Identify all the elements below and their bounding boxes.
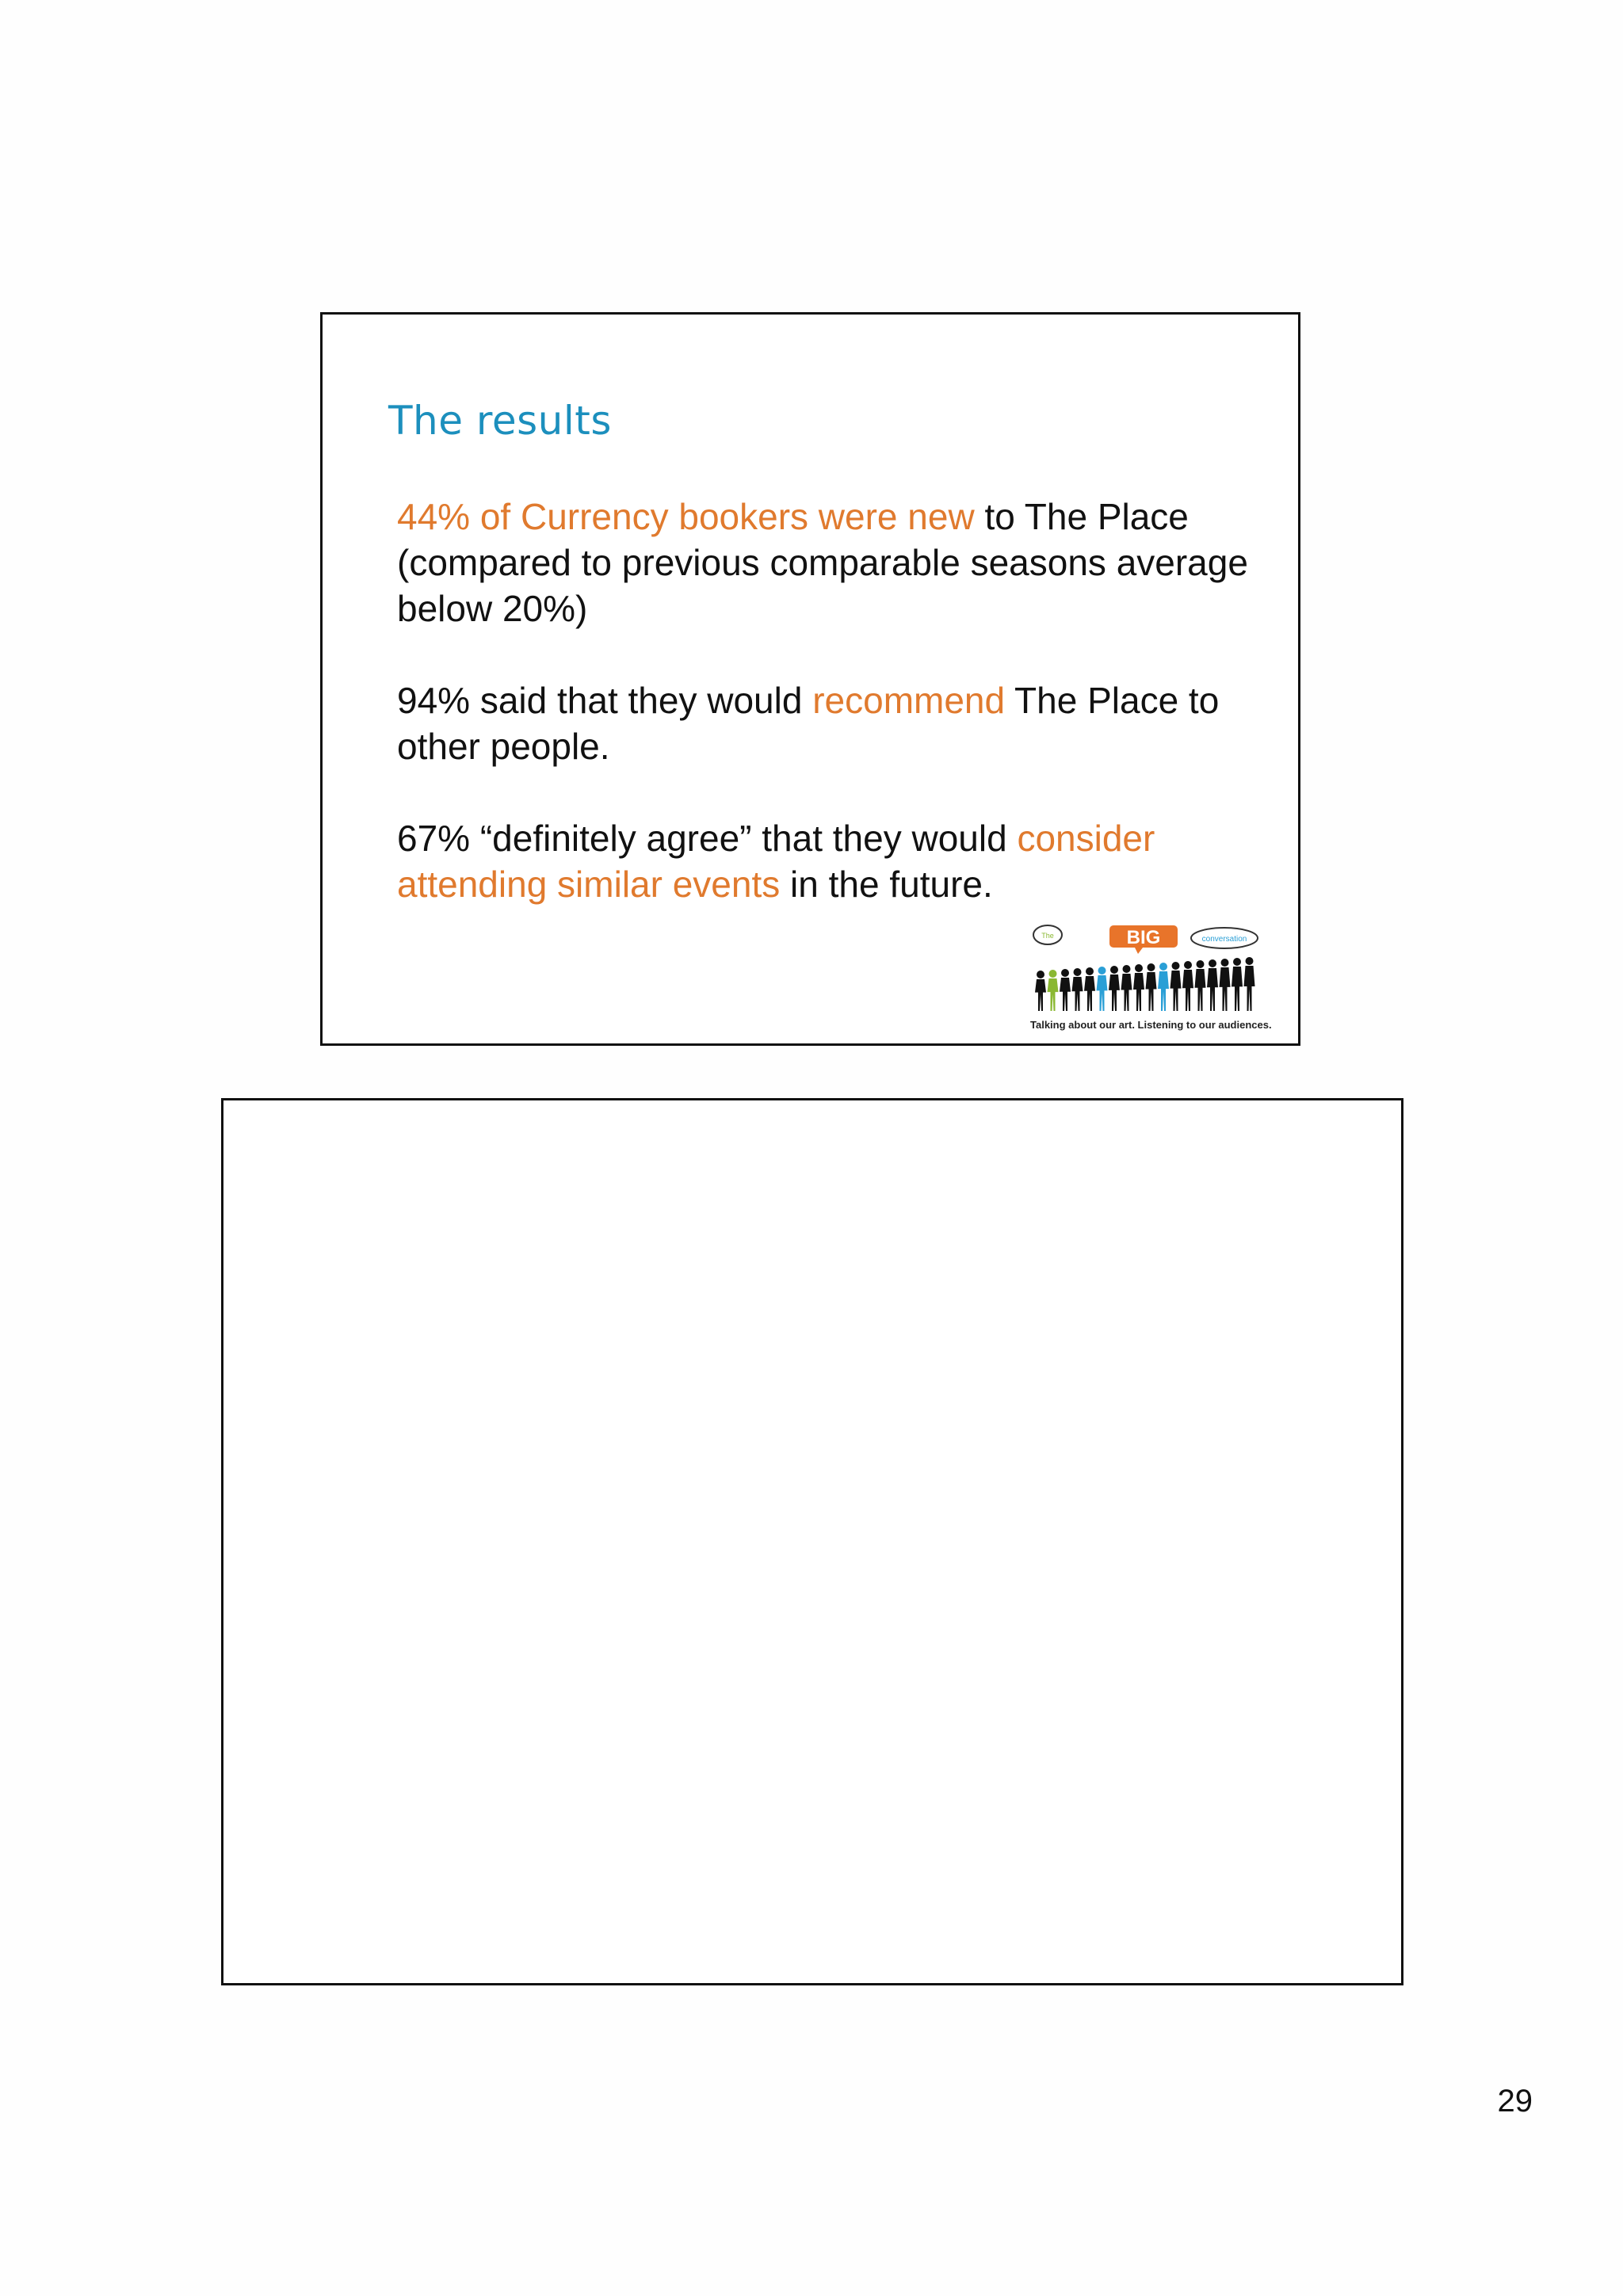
person-head	[1159, 963, 1167, 971]
logo-caption: Talking about our art. Listening to our audiences.	[1030, 1019, 1272, 1031]
slide-frame	[320, 312, 1300, 1046]
person-head	[1037, 971, 1044, 978]
notes-area	[221, 1098, 1403, 1985]
person-head	[1184, 961, 1192, 969]
bubble-left-text: The	[1041, 932, 1054, 940]
big-conversation-logo	[1030, 922, 1272, 1036]
person-head	[1098, 967, 1106, 974]
person-head	[1074, 968, 1082, 976]
person-body	[1207, 968, 1218, 1011]
bubble-right-text: conversation	[1201, 935, 1247, 944]
crowd-silhouettes-icon	[1035, 957, 1255, 1011]
person-head	[1049, 970, 1057, 978]
person-body	[1060, 978, 1071, 1011]
person-body	[1084, 976, 1095, 1011]
person-body	[1133, 973, 1144, 1011]
text-segment: 94% said that they would	[397, 680, 813, 721]
person-head	[1197, 960, 1205, 968]
person-head	[1086, 967, 1094, 975]
text-segment: The Place to other people.	[397, 680, 1220, 767]
paragraph	[397, 494, 1253, 631]
text-segment: 44% of Currency bookers were new	[397, 496, 975, 537]
person-body	[1182, 970, 1193, 1011]
person-body	[1097, 975, 1108, 1011]
person-head	[1172, 962, 1180, 970]
person-body	[1220, 967, 1231, 1011]
person-head	[1110, 966, 1118, 974]
person-head	[1246, 957, 1254, 965]
big-label-text: BIG	[1126, 927, 1161, 948]
person-body	[1195, 969, 1206, 1011]
person-head	[1221, 959, 1229, 967]
page-number: 29	[1497, 2084, 1533, 2119]
person-head	[1209, 959, 1216, 967]
person-body	[1170, 971, 1182, 1011]
person-body	[1232, 967, 1243, 1011]
person-body	[1158, 971, 1169, 1011]
text-segment: 67% “definitely agree” that they would	[397, 818, 1018, 859]
person-head	[1233, 958, 1241, 966]
slide-title: The results	[388, 398, 612, 444]
logo-graphic	[1030, 922, 1260, 1019]
person-body	[1146, 972, 1157, 1011]
text-segment: recommend	[812, 680, 1006, 721]
person-head	[1123, 965, 1131, 973]
person-body	[1121, 974, 1132, 1011]
person-body	[1244, 966, 1255, 1011]
text-segment: to The Place (compared to previous comparable seasons average below 20%)	[397, 496, 1248, 629]
big-label-tail	[1135, 948, 1143, 954]
text-segment: in the future.	[780, 864, 993, 905]
person-body	[1035, 979, 1046, 1011]
person-head	[1135, 964, 1143, 972]
person-body	[1109, 974, 1120, 1011]
person-body	[1048, 978, 1059, 1011]
paragraph	[397, 677, 1253, 769]
paragraph	[397, 815, 1253, 907]
text-segment: consider attending similar events	[397, 818, 1155, 905]
person-head	[1061, 969, 1069, 977]
person-body	[1072, 977, 1083, 1011]
person-head	[1148, 963, 1155, 971]
slide-body	[397, 494, 1253, 953]
